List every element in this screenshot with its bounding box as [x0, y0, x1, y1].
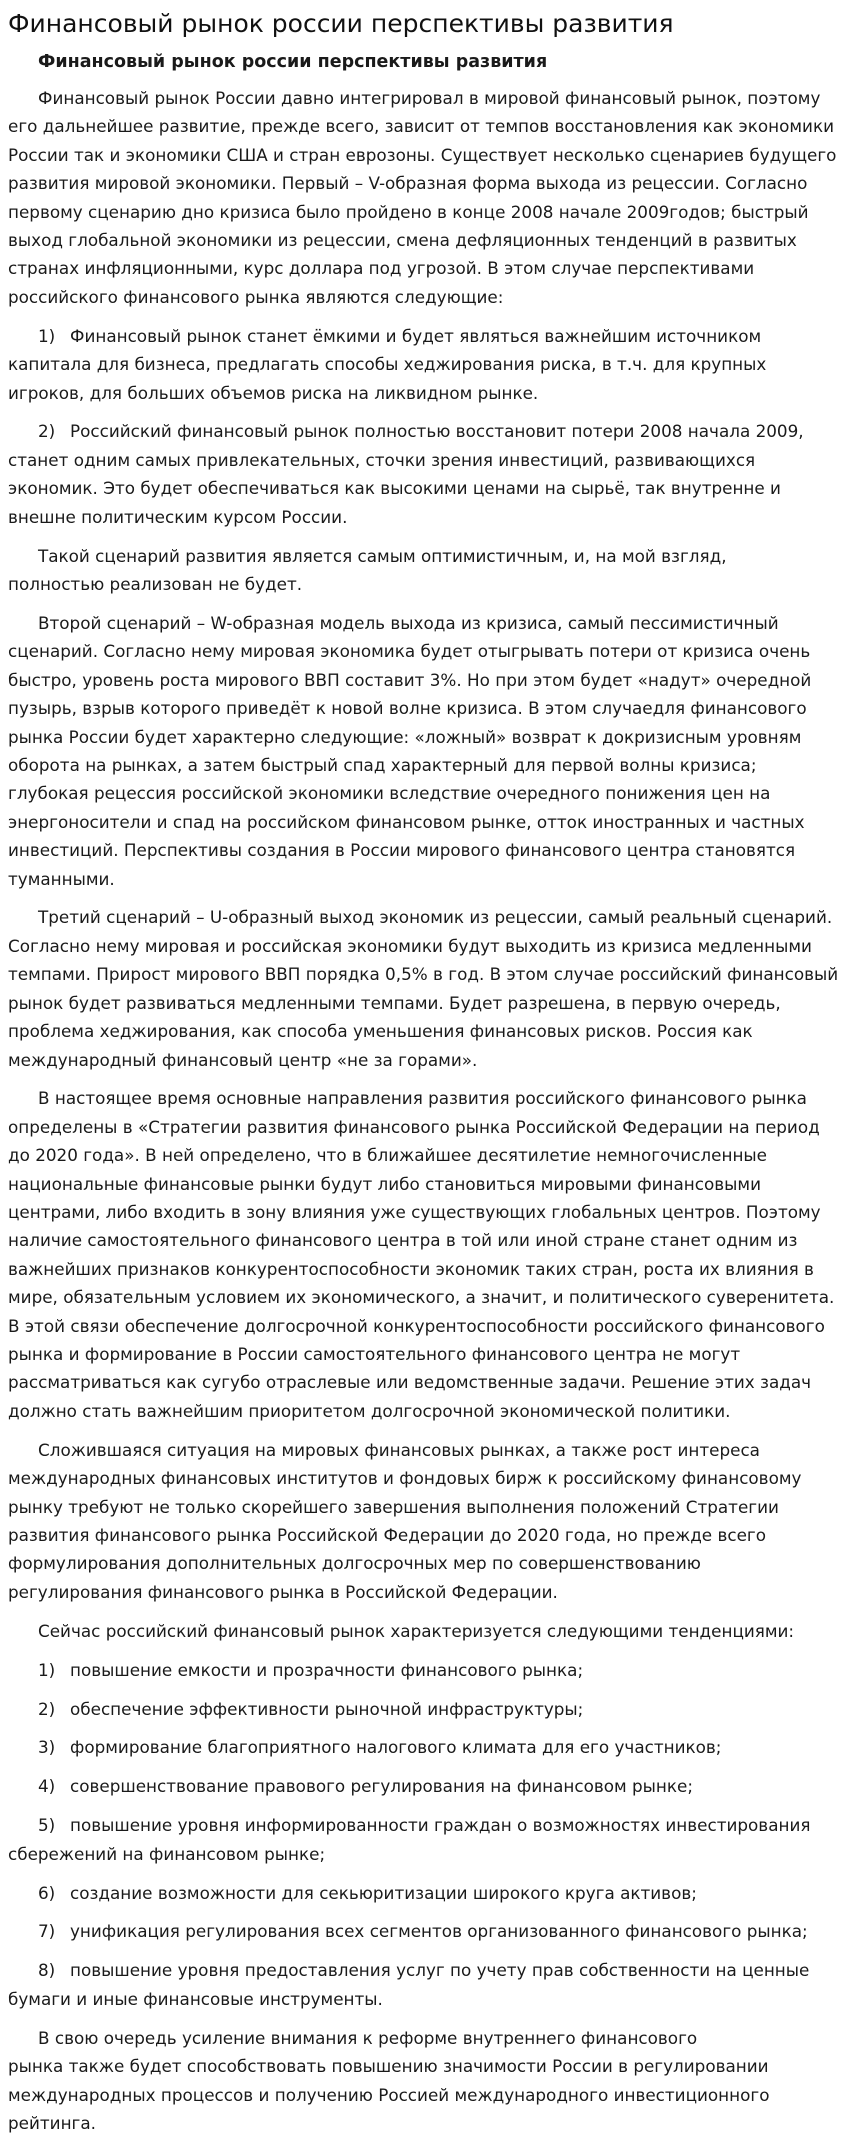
list-text: совершенствование правового регулирования на финансовом рынке;	[70, 1776, 693, 1797]
list-text: повышение емкости и прозрачности финансового рынка;	[70, 1659, 584, 1680]
optimistic-line-2: полностью реализован не будет.	[8, 574, 303, 594]
list-number: 2)	[38, 1698, 56, 1719]
list-text: унификация регулирования всех сегментов организованного финансового рынка;	[70, 1921, 808, 1942]
list-item	[8, 1956, 839, 2013]
trends-intro-paragraph: Сейчас российский финансовый рынок характеризуется следующими тенденциями:	[38, 1620, 795, 1641]
list-number: 7)	[38, 1921, 56, 1942]
list-number: 4)	[38, 1776, 56, 1797]
scenario1-list	[8, 322, 839, 531]
situation-paragraph: Сложившаяся ситуация на мировых финансовых рынках, а также рост интереса международных финансовых институтов и фондовых бирж к российскому финансовому рынку требуют не только скорейшего завершения выполнения положений Стратегии развития финансового рынка Российской Федерации до 2020 года, но прежде всего формулирования дополнительных долгосрочных мер по совершенствованию регулирования финансового рынка в Российской Федерации.	[8, 1439, 802, 1602]
list-number: 8)	[38, 1960, 56, 1981]
list-number: 2)	[38, 421, 56, 442]
list-text: повышение уровня информированности граждан о возможностях инвестирования сбережений на финансовом рынке;	[8, 1815, 811, 1864]
list-text: Финансовый рынок станет ёмкими и будет являться важнейшим источником капитала для бизнеса, предлагать способы хеджирования риска, в т.ч. для крупных игроков, для больших объемов риска на ликвидном рынке.	[8, 325, 767, 403]
list-text: Российский финансовый рынок полностью восстановит потери 2008 начала 2009, станет одним самых привлекательных, сточки зрения инвестиций, развивающихся экономик. Это будет обеспечиваться как высокими ценами на сырьё, так внутренне и внешне политическим курсом России.	[8, 421, 804, 527]
conclusion-line-2: рынка также будет способствовать повышению значимости России в регулировании международных процессов и получению Россией международного инвестиционного рейтинга.	[8, 2056, 770, 2133]
list-text: создание возможности для секьюритизации широкого круга активов;	[70, 1882, 697, 1903]
list-item	[8, 1917, 839, 1945]
list-item	[8, 1879, 839, 1907]
list-item	[8, 1733, 839, 1761]
list-number: 6)	[38, 1882, 56, 1903]
list-text: обеспечение эффективности рыночной инфраструктуры;	[70, 1698, 584, 1719]
optimistic-line-1: Такой сценарий развития является самым оптимистичным, и, на мой взгляд,	[38, 545, 727, 566]
strategy-paragraph: В настоящее время основные направления развития российского финансового рынка определены в «Стратегии развития финансового рынка Российской Федерации на период до 2020 года». В ней определено, что в ближайшее десятилетие немногочисленные национальные финансовые рынки будут либо становиться мировыми финансовыми центрами, либо входить в зону влияния уже существующих глобальных центров. Поэтому наличие самостоятельного финансового центра в той или иной стране станет одним из важнейших признаков конкурентоспособности экономик таких стран, роста их влияния в мире, обязательным условием их экономического, а значит, и политического суверенитета. В этой связи обеспечение долгосрочной конкурентоспособности российского финансового рынка и формирование в России самостоятельного финансового центра не могут рассматриваться как сугубо отраслевые или ведомственные задачи. Решение этих задач должно стать важнейшим приоритетом долгосрочной экономической политики.	[8, 1088, 835, 1421]
conclusion-line-1: В свою очередь усиление внимания к реформе внутреннего финансового	[38, 2027, 698, 2048]
list-item	[8, 1695, 839, 1723]
conclusion-paragraph	[8, 2024, 839, 2137]
list-text: формирование благоприятного налогового климата для его участников;	[70, 1737, 722, 1758]
list-item	[8, 1772, 839, 1800]
article-heading: Финансовый рынок россии перспективы развития	[38, 52, 548, 72]
list-item	[8, 417, 839, 531]
list-item	[8, 1811, 839, 1868]
intro-paragraph: Финансовый рынок России давно интегрировал в мировой финансовый рынок, поэтому его дальнейшее развитие, прежде всего, зависит от темпов восстановления как экономики России так и экономики США и стран еврозоны. Существует несколько сценариев будущего развития мировой экономики. Первый – V-образная форма выхода из рецессии. Согласно первому сценарию дно кризиса было пройдено в конце 2008 начале 2009годов; быстрый выход глобальной экономики из рецессии, смена дефляционных тенденций в развитых странах инфляционными, курс доллара под угрозой. В этом случае перспективами российского финансового рынка являются следующие:	[8, 88, 837, 307]
list-number: 3)	[38, 1737, 56, 1758]
list-number: 5)	[38, 1815, 56, 1836]
list-item	[8, 322, 839, 407]
list-item	[8, 1656, 839, 1684]
second-scenario-paragraph: Второй сценарий – W-образная модель выхода из кризиса, самый пессимистичный сценарий. Согласно нему мировая экономика будет отыгрывать потери от кризиса очень быстро, уровень роста мирового ВВП составит 3%. Но при этом будет «надут» очередной пузырь, взрыв которого приведёт к новой волне кризиса. В этом случаедля финансового рынка России будет характерно следующие: «ложный» возврат к докризисным уровням оборота на рынках, а затем быстрый спад характерный для первой волны кризиса; глубокая рецессия российской экономики вследствие очередного понижения цен на энергоносители и спад на российском финансовом рынке, отток иностранных и частных инвестиций. Перспективы создания в России мирового финансового центра становятся туманными.	[8, 612, 812, 889]
list-number: 1)	[38, 325, 56, 346]
list-text: повышение уровня предоставления услуг по учету прав собственности на ценные бумаги и иные финансовые инструменты.	[8, 1960, 810, 2009]
trends-list	[8, 1656, 839, 2014]
page-title: Финансовый рынок россии перспективы развития	[8, 9, 674, 38]
third-scenario-paragraph: Третий сценарий – U-образный выход экономик из рецессии, самый реальный сценарий. Согласно нему мировая и российская экономики будут выходить из кризиса медленными темпами. Прирост мирового ВВП порядка 0,5% в год. В этом случае российский финансовый рынок будет развиваться медленными темпами. Будет разрешена, в первую очередь, проблема хеджирования, как способа уменьшения финансовых рисков. Россия как международный финансовый центр «не за горами».	[8, 907, 839, 1070]
optimistic-paragraph	[8, 542, 839, 599]
list-number: 1)	[38, 1659, 56, 1680]
